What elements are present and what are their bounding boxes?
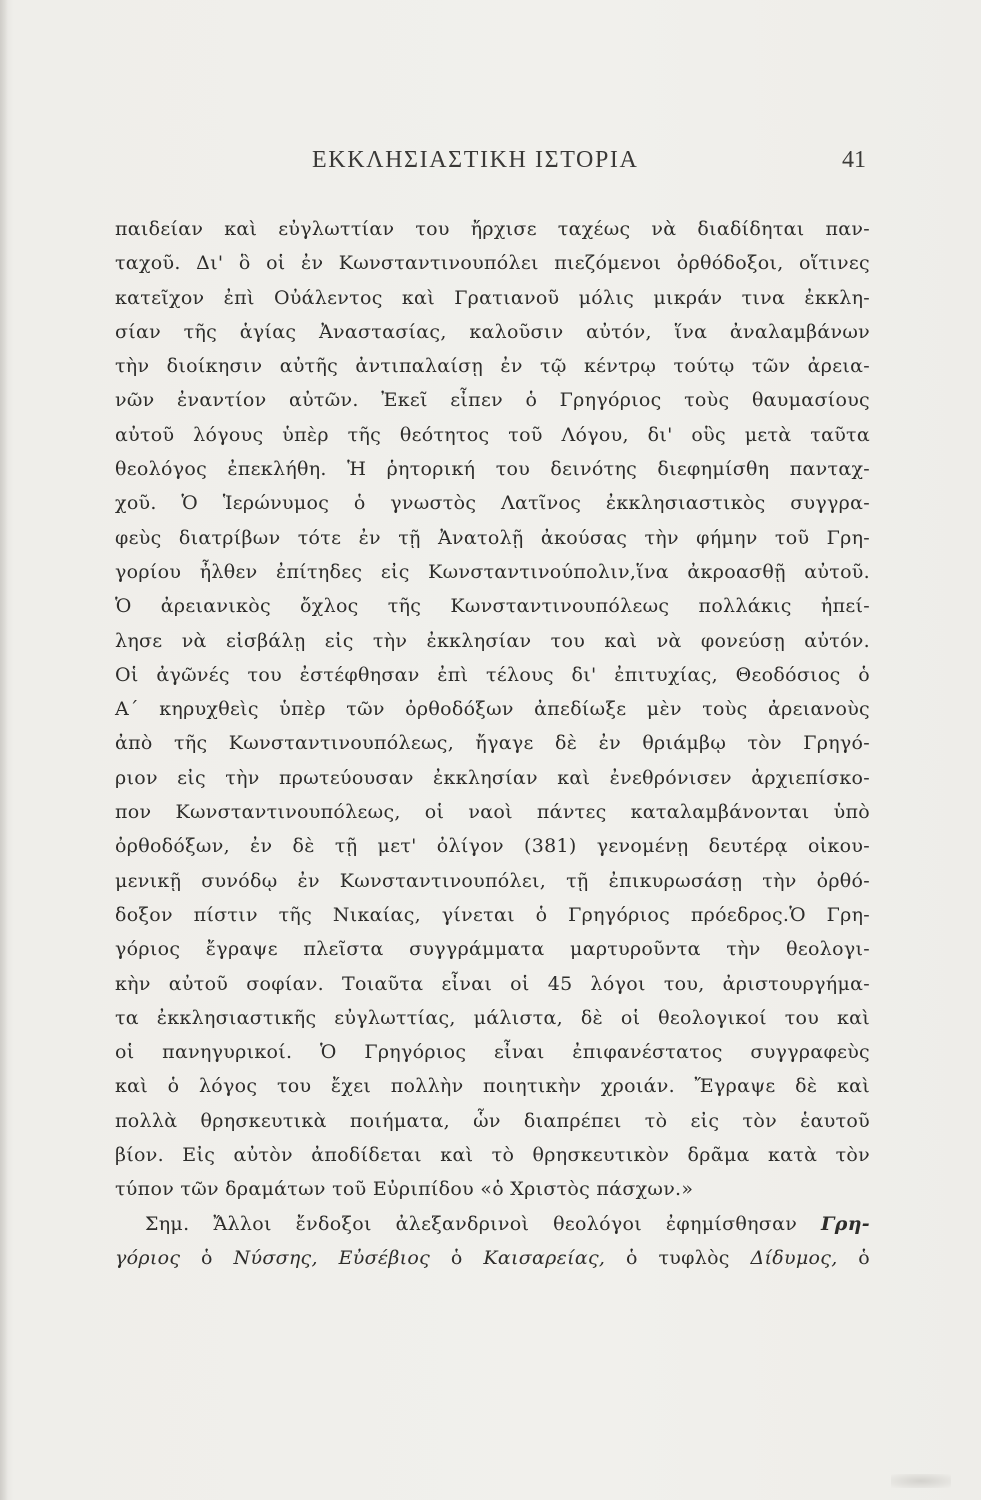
note-line (115, 1207, 870, 1241)
text-line: γόριος ἔγραψε πλεῖστα συγγράμματα μαρτυροῦντα τὴν θεολογι- (115, 938, 870, 961)
note-line (115, 1241, 870, 1275)
text-line: νῶν ἐναντίον αὐτῶν. Ἐκεῖ εἶπεν ὁ Γρηγόριος τοὺς θαυμασίους (115, 389, 870, 412)
note-text: ὁ (858, 1246, 871, 1269)
text-line: ἀπὸ τῆς Κωνσταντινουπόλεως, ἤγαγε δὲ ἐν θριάμβῳ τὸν Γρηγό- (115, 732, 870, 755)
note-name: Δίδυμος, (750, 1246, 838, 1269)
text-line: τύπον τῶν δραμάτων τοῦ Εὐριπίδου «ὁ Χριστὸς πάσχων.» (115, 1178, 694, 1201)
note-text: Ἄλλοι ἔνδοξοι ἀλεξανδρινοὶ θεολόγοι ἐφημίσθησαν (213, 1212, 798, 1235)
note-text: ὁ (201, 1246, 213, 1269)
text-line: σίαν τῆς ἁγίας Ἀναστασίας, καλοῦσιν αὐτόν, ἵνα ἀναλαμβάνων (115, 320, 870, 343)
text-line: κατεῖχον ἐπὶ Οὐάλεντος καὶ Γρατιανοῦ μόλις μικράν τινα ἐκκλη- (115, 286, 870, 309)
text-line: καὶ ὁ λόγος του ἔχει πολλὴν ποιητικὴν χροιάν. Ἔγραψε δὲ καὶ (115, 1075, 870, 1098)
note-label: Σημ. (145, 1212, 190, 1235)
text-line: οἱ πανηγυρικοί. Ὁ Γρηγόριος εἶναι ἐπιφανέστατος συγγραφεὺς (115, 1041, 870, 1064)
text-line: θεολόγος ἐπεκλήθη. Ἡ ῥητορική του δεινότης διεφημίσθη πανταχ- (115, 458, 870, 481)
text-line: φεὺς διατρίβων τότε ἐν τῇ Ἀνατολῇ ἀκούσας τὴν φήμην τοῦ Γρη- (115, 526, 870, 549)
text-line: λησε νὰ εἰσβάλῃ εἰς τὴν ἐκκλησίαν του καὶ νὰ φονεύσῃ αὐτόν. (115, 629, 870, 652)
text-line: πολλὰ θρησκευτικὰ ποιήματα, ὧν διαπρέπει τὸ εἰς τὸν ἑαυτοῦ (115, 1109, 870, 1132)
running-head (0, 147, 981, 183)
note-text: ὁ (450, 1246, 463, 1269)
text-line: δοξον πίστιν τῆς Νικαίας, γίνεται ὁ Γρηγόριος πρόεδρος.Ὁ Γρη- (115, 903, 870, 926)
running-head-title: ΕΚΚΛΗΣΙΑΣΤΙΚΗ ΙΣΤΟΡΙΑ (312, 147, 639, 173)
text-line: ταχοῦ. Δι' ὃ οἱ ἐν Κωνσταντινουπόλει πιεζόμενοι ὀρθόδοξοι, οἵτινες (115, 252, 870, 275)
text-line: πον Κωνσταντινουπόλεως, οἱ ναοὶ πάντες καταλαμβάνονται ὑπὸ (115, 801, 870, 824)
note-name: Νύσσης, (233, 1246, 318, 1269)
note-name: Καισαρείας, (483, 1246, 606, 1269)
text-line: τα ἐκκλησιαστικῆς εὐγλωττίας, μάλιστα, δὲ οἱ θεολογικοί του καὶ (115, 1006, 870, 1029)
text-line: γορίου ἦλθεν ἐπίτηδες εἰς Κωνσταντινούπολιν,ἵνα ἀκροασθῇ αὐτοῦ. (115, 560, 870, 583)
text-line: παιδείαν καὶ εὐγλωττίαν του ἤρχισε ταχέως νὰ διαδίδηται παν- (115, 218, 870, 240)
page-number: 41 (842, 147, 866, 173)
text-line: αὐτοῦ λόγους ὑπὲρ τῆς θεότητος τοῦ Λόγου, δι' οὓς μετὰ ταῦτα (115, 423, 870, 446)
text-line: κὴν αὐτοῦ σοφίαν. Τοιαῦτα εἶναι οἱ 45 λόγοι του, ἀριστουργήμα- (115, 972, 870, 995)
text-line: Α΄ κηρυχθεὶς ὑπὲρ τῶν ὀρθοδόξων ἀπεδίωξε μὲν τοὺς ἀρειανοὺς (115, 698, 870, 721)
text-line: μενικῇ συνόδῳ ἐν Κωνσταντινουπόλει, τῇ ἐπικυρωσάσῃ τὴν ὀρθό- (115, 869, 870, 892)
text-line: χοῦ. Ὁ Ἱερώνυμος ὁ γνωστὸς Λατῖνος ἐκκλησιαστικὸς συγγρα- (115, 492, 870, 515)
text-line: Ὁ ἀρειανικὸς ὄχλος τῆς Κωνσταντινουπόλεως πολλάκις ἠπεί- (115, 595, 870, 618)
text-line: βίον. Εἰς αὐτὸν ἀποδίδεται καὶ τὸ θρησκευτικὸν δρᾶμα κατὰ τὸν (115, 1144, 870, 1167)
note-name: γόριος (115, 1246, 181, 1269)
text-line: ὀρθοδόξων, ἐν δὲ τῇ μετ' ὀλίγον (381) γενομένῃ δευτέρᾳ οἰκου- (115, 835, 870, 858)
binding-shadow (0, 0, 8, 1500)
text-line: Οἱ ἀγῶνές του ἐστέφθησαν ἐπὶ τέλους δι' ἐπιτυχίας, Θεοδόσιος ὁ (115, 663, 870, 686)
text-line: ριον εἰς τὴν πρωτεύουσαν ἐκκλησίαν καὶ ἐνεθρόνισεν ἀρχιεπίσκο- (115, 766, 870, 789)
body-text (115, 212, 870, 1275)
note-text: ὁ τυφλὸς (625, 1246, 730, 1269)
text-line: τὴν διοίκησιν αὐτῆς ἀντιπαλαίσῃ ἐν τῷ κέντρῳ τούτῳ τῶν ἀρεια- (115, 355, 870, 378)
paper-smudge (891, 1474, 951, 1488)
note-name: Γρη- (820, 1212, 870, 1235)
note-name: Εὐσέβιος (338, 1246, 431, 1269)
